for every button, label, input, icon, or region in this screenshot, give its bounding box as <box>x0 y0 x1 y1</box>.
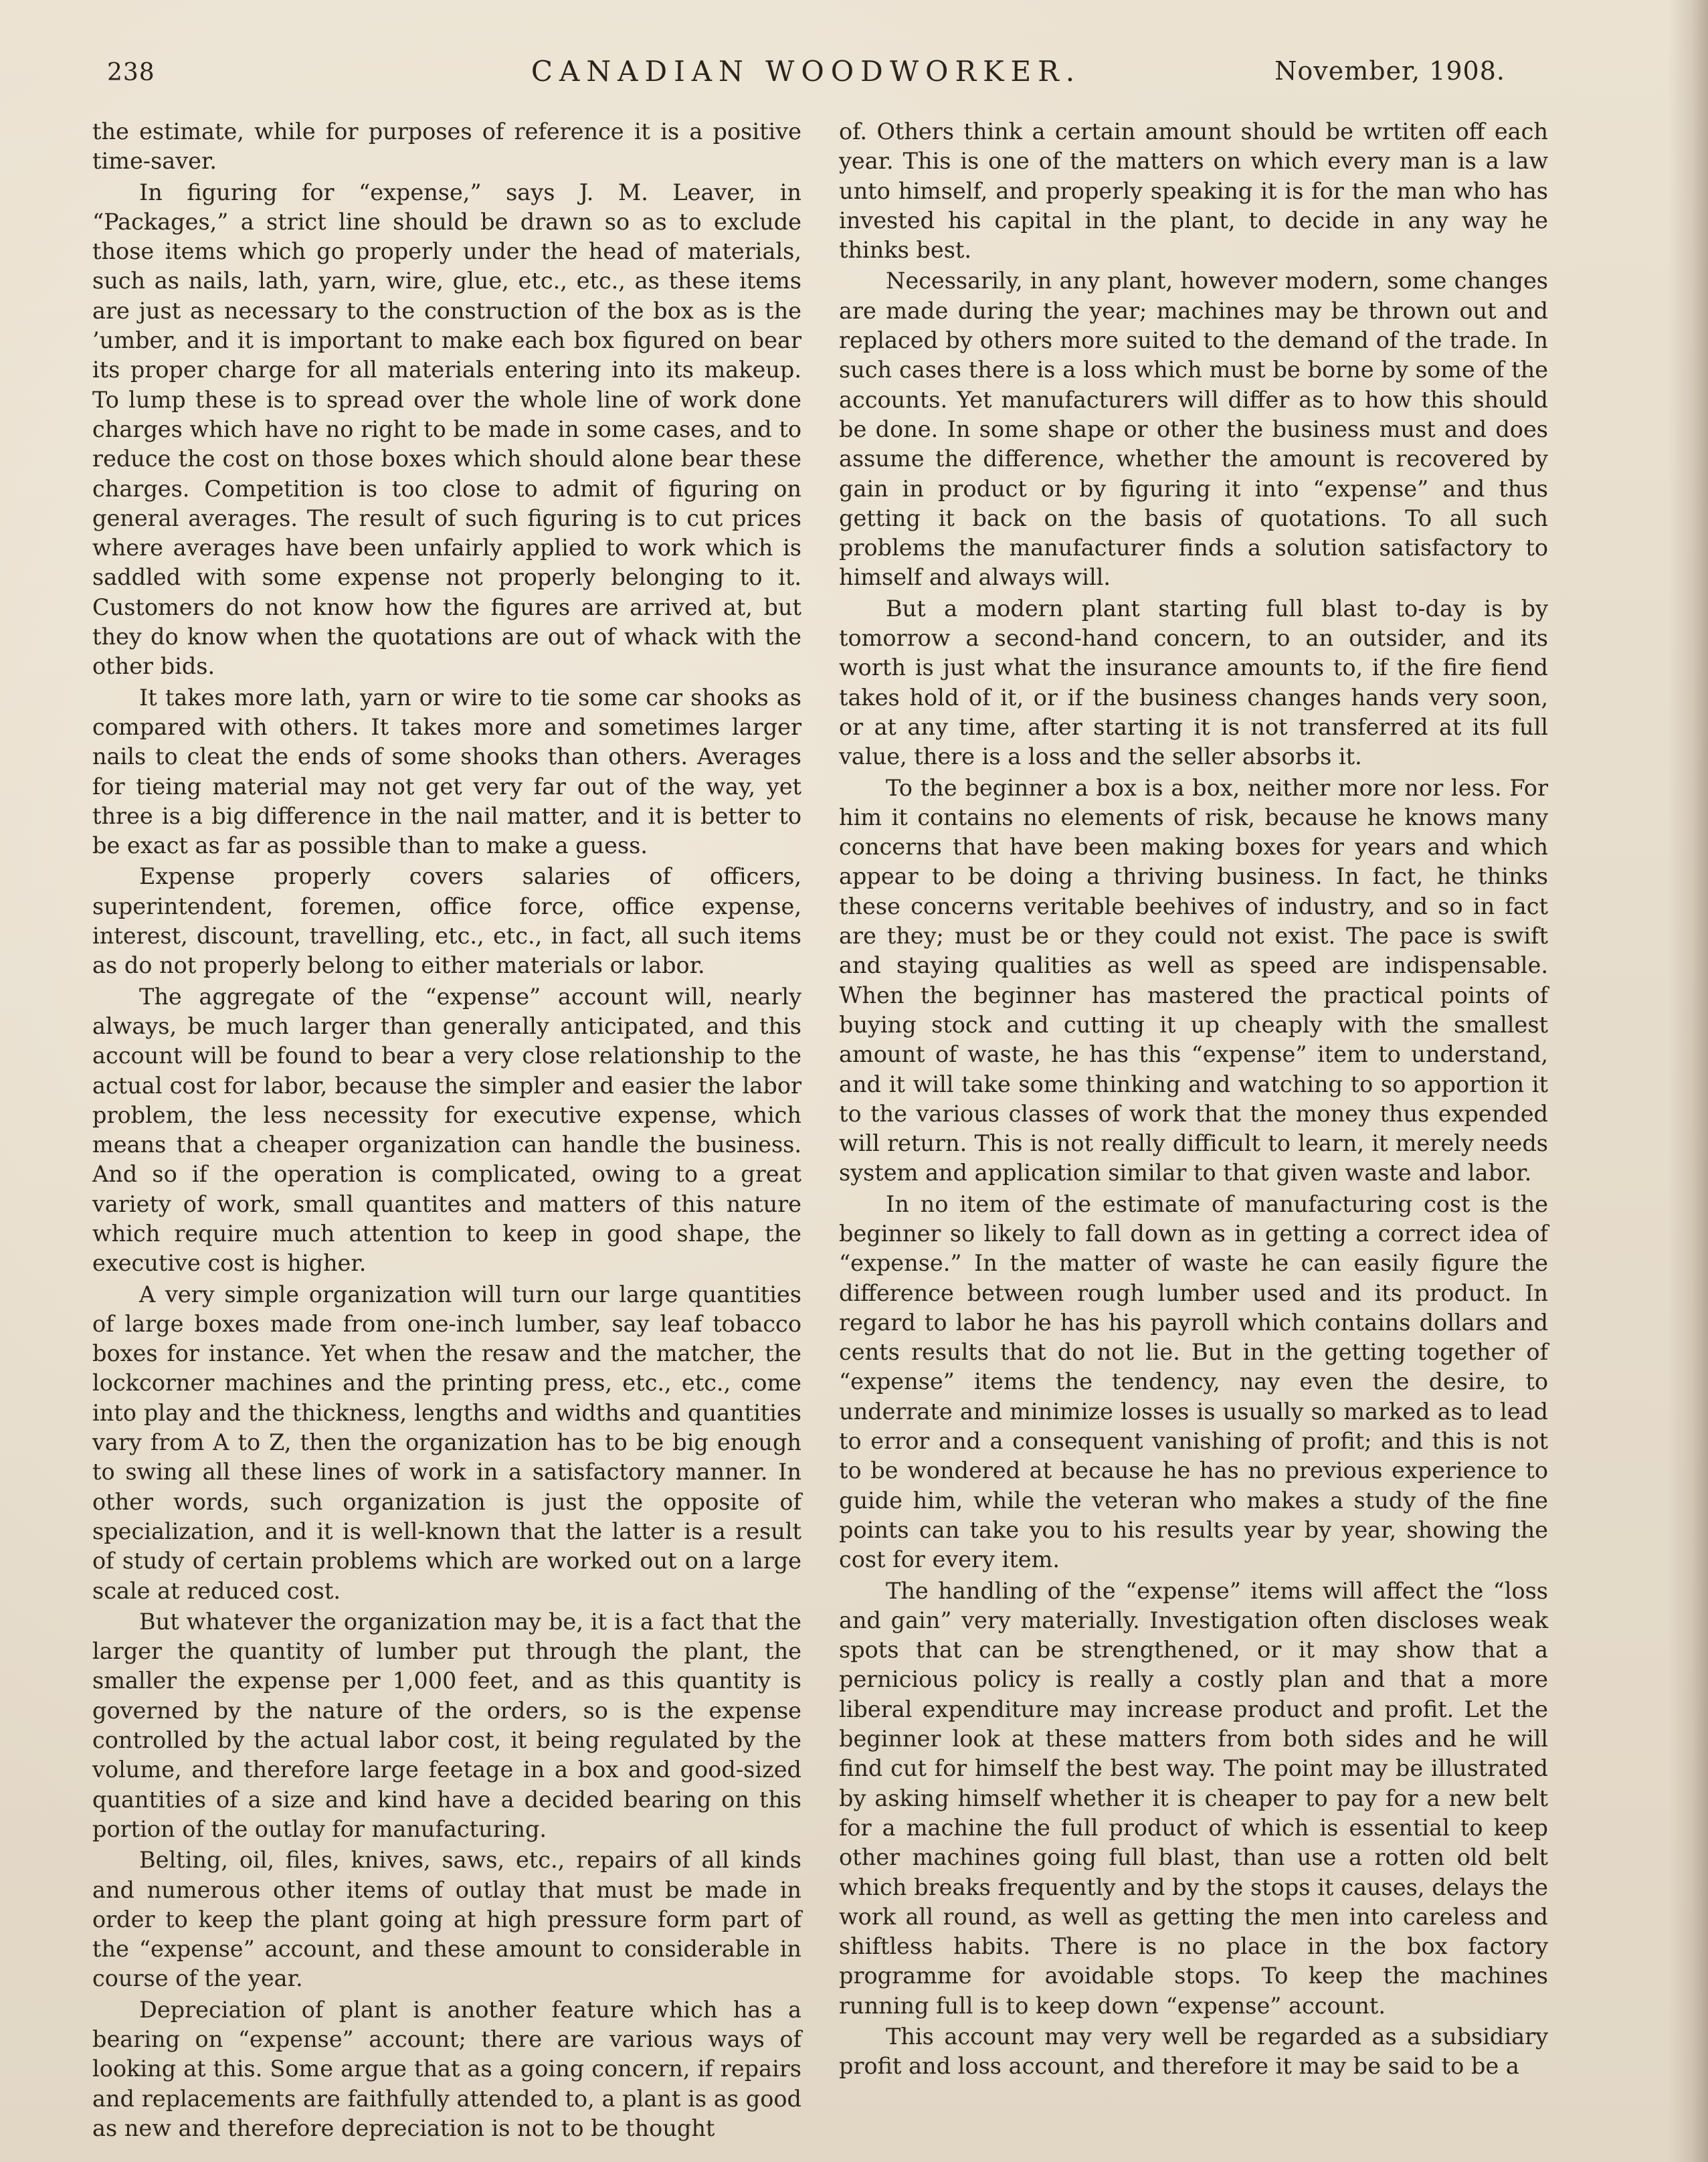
paragraph: This account may very well be regarded as a subsidiary profit and loss account, and therefore it may be said to be a <box>839 2023 1548 2080</box>
page-number: 238 <box>107 59 155 86</box>
paragraph: But a modern plant starting full blast to-day is by tomorrow a second-hand concern, to an outsider, and its worth is just what the insurance amounts to, if the fire fiend takes hold of it, or if the business changes hands very soon, or at any time, after starting it is not transferred at its full value, there is a loss and the seller absorbs it. <box>839 595 1548 770</box>
paragraph: The handling of the “expense” items will affect the “loss and gain” very materially. Investigation often discloses weak spots that can be strengthened, or it may show that a pernicious policy is really a costly plan and that a more liberal expenditure may increase product and profit. Let the beginner look at these matters from both sides and he will find cut for himself the best way. The point may be illustrated by asking himself whether it is cheaper to pay for a new belt for a machine the full product of which is essential to keep other machines going full blast, than use a rotten old belt which breaks frequently and by the stops it causes, delays the work all round, as well as getting the men into careless and shiftless habits. There is no place in the box factory programme for avoidable stops. To keep the machines running full is to keep down “expense” account. <box>839 1577 1548 2019</box>
paragraph: But whatever the organization may be, it is a fact that the larger the quantity of lumber put through the plant, the smaller the expense per 1,000 feet, and as this quantity is governed by the nature of the orders, so is the expense controlled by the actual labor cost, it being regulated by the volume, and therefore large feetage in a box and good-sized quantities of a size and kind have a decided bearing on this portion of the outlay for manufacturing. <box>92 1608 801 1842</box>
right-column <box>839 117 1548 2083</box>
left-column <box>92 117 801 2145</box>
paragraph: The aggregate of the “expense” account will, nearly always, be much larger than generally anticipated, and this account will be found to bear a very close relationship to the actual cost for labor, because the simpler and easier the labor problem, the less necessity for executive expense, which means that a cheaper organization can handle the business. And so if the operation is complicated, owing to a great variety of work, small quantites and matters of this nature which require much attention to keep in good shape, the executive cost is higher. <box>92 983 801 1277</box>
paragraph: Expense properly covers salaries of officers, superintendent, foremen, office force, office expense, interest, discount, travelling, etc., etc., in fact, all such items as do not properly belong to either materials or labor. <box>92 863 801 979</box>
paragraph: A very simple organization will turn our large quantities of large boxes made from one-inch lumber, say leaf tobacco boxes for instance. Yet when the resaw and the matcher, the lockcorner machines and the printing press, etc., etc., come into play and the thickness, lengths and widths and quantities vary from A to Z, then the organization has to be big enough to swing all these lines of work in a satisfactory manner. In other words, such organization is just the opposite of specialization, and it is well-known that the latter is a result of study of certain problems which are worked out on a large scale at reduced cost. <box>92 1281 801 1604</box>
issue-date: November, 1908. <box>1274 56 1505 86</box>
paragraph: the estimate, while for purposes of reference it is a positive time-saver. <box>92 118 801 175</box>
journal-title: CANADIAN WOODWORKER. <box>531 55 1082 88</box>
paragraph: Necessarily, in any plant, however modern, some changes are made during the year; machines may be thrown out and replaced by others more suited to the demand of the trade. In such cases there is a loss which must be borne by some of the accounts. Yet manufacturers will differ as to how this should be done. In some shape or other the business must and does assume the difference, whether the amount is recovered by gain in product or by figuring it into “expense” and thus getting it back on the basis of quotations. To all such problems the manufacturer finds a solution satisfactory to himself and always will. <box>839 268 1548 591</box>
paragraph: In figuring for “expense,” says J. M. Leaver, in “Packages,” a strict line should be drawn so as to exclude those items which go properly under the head of materials, such as nails, lath, yarn, wire, glue, etc., etc., as these items are just as necessary to the construction of the box as is the ’umber, and it is important to make each box figured on bear its proper charge for all materials entering into its makeup. To lump these is to spread over the whole line of work done charges which have no right to be made in some cases, and to reduce the cost on those boxes which should alone bear these charges. Competition is too close to admit of figuring on general averages. The result of such figuring is to cut prices where averages have been unfairly applied to work which is saddled with some expense not properly belonging to it. Customers do not know how the figures are arrived at, but they do know when the quotations are out of whack with the other bids. <box>92 179 801 680</box>
paragraph: Belting, oil, files, knives, saws, etc., repairs of all kinds and numerous other items of outlay that must be made in order to keep the plant going at high pressure form part of the “expense” account, and these amount to considerable in course of the year. <box>92 1847 801 1992</box>
page-binding-shadow <box>1668 0 1708 2162</box>
page-header <box>100 47 1512 94</box>
paragraph: It takes more lath, yarn or wire to tie some car shooks as compared with others. It takes more and sometimes larger nails to cleat the ends of some shooks than others. Averages for tieing material may not get very far out of the way, yet three is a big difference in the nail matter, and it is better to be exact as far as possible than to make a guess. <box>92 684 801 859</box>
paragraph: To the beginner a box is a box, neither more nor less. For him it contains no elements of risk, because he knows many concerns that have been making boxes for years and which appear to be doing a thriving business. In fact, he thinks these concerns veritable beehives of industry, and so in fact are they; must be or they could not exist. The pace is swift and staying qualities as well as speed are indispensable. When the beginner has mastered the practical points of buying stock and cutting it up cheaply with the smallest amount of waste, he has this “expense” item to understand, and it will take some thinking and watching to so apportion it to the various classes of work that the money thus expended will return. This is not really difficult to learn, it merely needs system and application similar to that given waste and labor. <box>839 774 1548 1186</box>
paragraph: In no item of the estimate of manufacturing cost is the beginner so likely to fall down as in getting a correct idea of “expense.” In the matter of waste he can easily figure the difference between rough lumber used and its product. In regard to labor he has his payroll which contains dollars and cents results that do not lie. But in the getting together of “expense” items the tendency, nay even the desire, to underrate and minimize losses is usually so marked as to lead to error and a consequent vanishing of profit; and this is not to be wondered at because he has no previous experience to guide him, while the veteran who makes a study of the fine points can take you to his results year by year, showing the cost for every item. <box>839 1190 1548 1573</box>
paragraph: of. Others think a certain amount should be wrtiten off each year. This is one of the matters on which every man is a law unto himself, and properly speaking it is for the man who has invested his capital in the plant, to decide in any way he thinks best. <box>839 118 1548 264</box>
paragraph: Depreciation of plant is another feature which has a bearing on “expense” account; there are various ways of looking at this. Some argue that as a going concern, if repairs and replacements are faithfully attended to, a plant is as good as new and therefore depreciation is not to be thought <box>92 1996 801 2141</box>
